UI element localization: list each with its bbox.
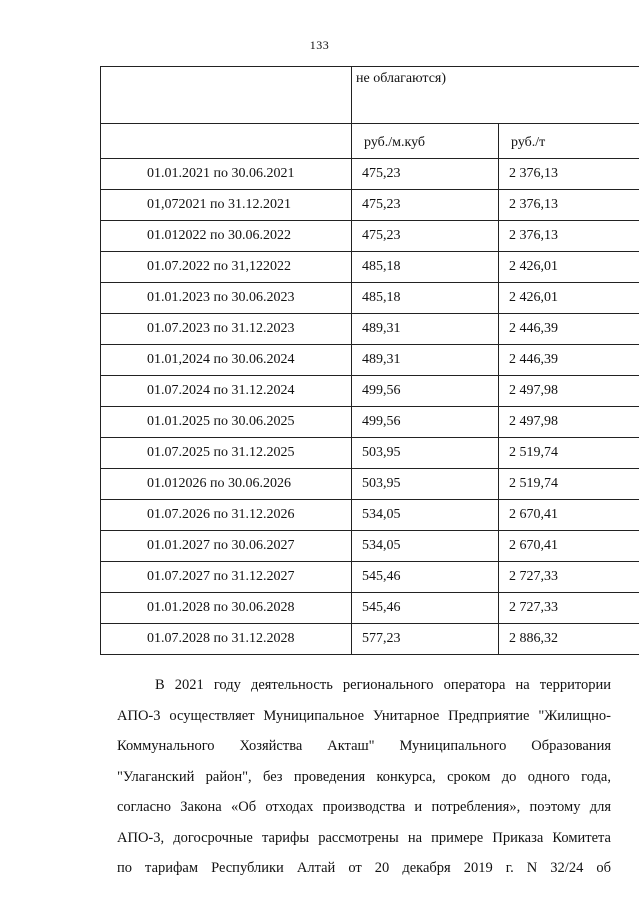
body-line: В 2021 году деятельность регионального оператора на территории — [155, 677, 611, 693]
table-row — [101, 407, 639, 438]
rub-per-t-cell: 2 519,74 — [499, 469, 639, 500]
unit-rub-per-m3: руб./м.куб — [352, 124, 499, 159]
period-cell: 01.01.2021 по 30.06.2021 — [101, 159, 352, 190]
rub-per-t-cell: 2 446,39 — [499, 314, 639, 345]
rub-per-t-cell: 2 426,01 — [499, 283, 639, 314]
body-line: Коммунального Хозяйства Акташ" Муниципального Образования — [117, 738, 611, 754]
rub-per-m3-cell: 503,95 — [352, 438, 499, 469]
period-cell: 01,072021 по 31.12.2021 — [101, 190, 352, 221]
rub-per-m3-cell: 485,18 — [352, 283, 499, 314]
rub-per-t-cell: 2 670,41 — [499, 531, 639, 562]
rub-per-t-cell: 2 446,39 — [499, 345, 639, 376]
table-header-note-row — [101, 67, 639, 124]
body-line: по тарифам Республики Алтай от 20 декабря 2019 г. N 32/24 об — [117, 860, 611, 876]
period-cell: 01.012022 по 30.06.2022 — [101, 221, 352, 252]
period-cell: 01.01.2028 по 30.06.2028 — [101, 593, 352, 624]
table-row — [101, 593, 639, 624]
rub-per-t-cell: 2 497,98 — [499, 376, 639, 407]
body-line: АПО-3 осуществляет Муниципальное Унитарное Предприятие "Жилищно- — [117, 707, 611, 724]
rub-per-m3-cell: 499,56 — [352, 376, 499, 407]
header-empty-cell — [101, 67, 352, 124]
table-units-row — [101, 124, 639, 159]
rub-per-t-cell: 2 519,74 — [499, 438, 639, 469]
table-row — [101, 438, 639, 469]
unit-rub-per-t: руб./т — [499, 124, 639, 159]
rub-per-m3-cell: 577,23 — [352, 624, 499, 655]
header-note: не облагаются) — [352, 67, 639, 124]
period-cell: 01.07.2028 по 31.12.2028 — [101, 624, 352, 655]
table-row — [101, 314, 639, 345]
period-cell: 01.01.2025 по 30.06.2025 — [101, 407, 352, 438]
table-row — [101, 500, 639, 531]
period-cell: 01.07.2027 по 31.12.2027 — [101, 562, 352, 593]
table-row — [101, 469, 639, 500]
period-cell: 01.07.2022 по 31,122022 — [101, 252, 352, 283]
table-row — [101, 159, 639, 190]
rub-per-t-cell: 2 886,32 — [499, 624, 639, 655]
period-cell: 01.07.2026 по 31.12.2026 — [101, 500, 352, 531]
period-cell: 01.01,2024 по 30.06.2024 — [101, 345, 352, 376]
table-row — [101, 190, 639, 221]
table-row — [101, 252, 639, 283]
rub-per-t-cell: 2 376,13 — [499, 159, 639, 190]
rub-per-m3-cell: 475,23 — [352, 221, 499, 252]
period-cell: 01.01.2023 по 30.06.2023 — [101, 283, 352, 314]
period-cell: 01.07.2024 по 31.12.2024 — [101, 376, 352, 407]
rub-per-m3-cell: 489,31 — [352, 314, 499, 345]
rub-per-m3-cell: 545,46 — [352, 593, 499, 624]
tariff-table — [100, 66, 639, 655]
body-paragraph — [117, 670, 611, 884]
rub-per-t-cell: 2 376,13 — [499, 190, 639, 221]
rub-per-t-cell: 2 670,41 — [499, 500, 639, 531]
body-line: АПО-3, догосрочные тарифы рассмотрены на примере Приказа Комитета — [117, 829, 611, 846]
body-line: согласно Закона «Об отходах производства и потребления», поэтому для — [117, 799, 611, 815]
page-number: 133 — [309, 38, 330, 52]
table-row — [101, 221, 639, 252]
table-row — [101, 345, 639, 376]
rub-per-t-cell: 2 727,33 — [499, 593, 639, 624]
rub-per-t-cell: 2 727,33 — [499, 562, 639, 593]
period-cell: 01.07.2025 по 31.12.2025 — [101, 438, 352, 469]
period-cell: 01.07.2023 по 31.12.2023 — [101, 314, 352, 345]
body-line: "Улаганский район", без проведения конкурса, сроком до одного года, — [117, 768, 611, 785]
rub-per-t-cell: 2 426,01 — [499, 252, 639, 283]
units-empty-cell — [101, 124, 352, 159]
rub-per-m3-cell: 545,46 — [352, 562, 499, 593]
rub-per-t-cell: 2 497,98 — [499, 407, 639, 438]
table-row — [101, 562, 639, 593]
table-row — [101, 283, 639, 314]
rub-per-m3-cell: 475,23 — [352, 159, 499, 190]
period-cell: 01.012026 по 30.06.2026 — [101, 469, 352, 500]
table-row — [101, 531, 639, 562]
rub-per-m3-cell: 485,18 — [352, 252, 499, 283]
rub-per-m3-cell: 534,05 — [352, 531, 499, 562]
rub-per-t-cell: 2 376,13 — [499, 221, 639, 252]
rub-per-m3-cell: 534,05 — [352, 500, 499, 531]
rub-per-m3-cell: 489,31 — [352, 345, 499, 376]
period-cell: 01.01.2027 по 30.06.2027 — [101, 531, 352, 562]
table-row — [101, 376, 639, 407]
rub-per-m3-cell: 499,56 — [352, 407, 499, 438]
rub-per-m3-cell: 475,23 — [352, 190, 499, 221]
rub-per-m3-cell: 503,95 — [352, 469, 499, 500]
table-row — [101, 624, 639, 655]
